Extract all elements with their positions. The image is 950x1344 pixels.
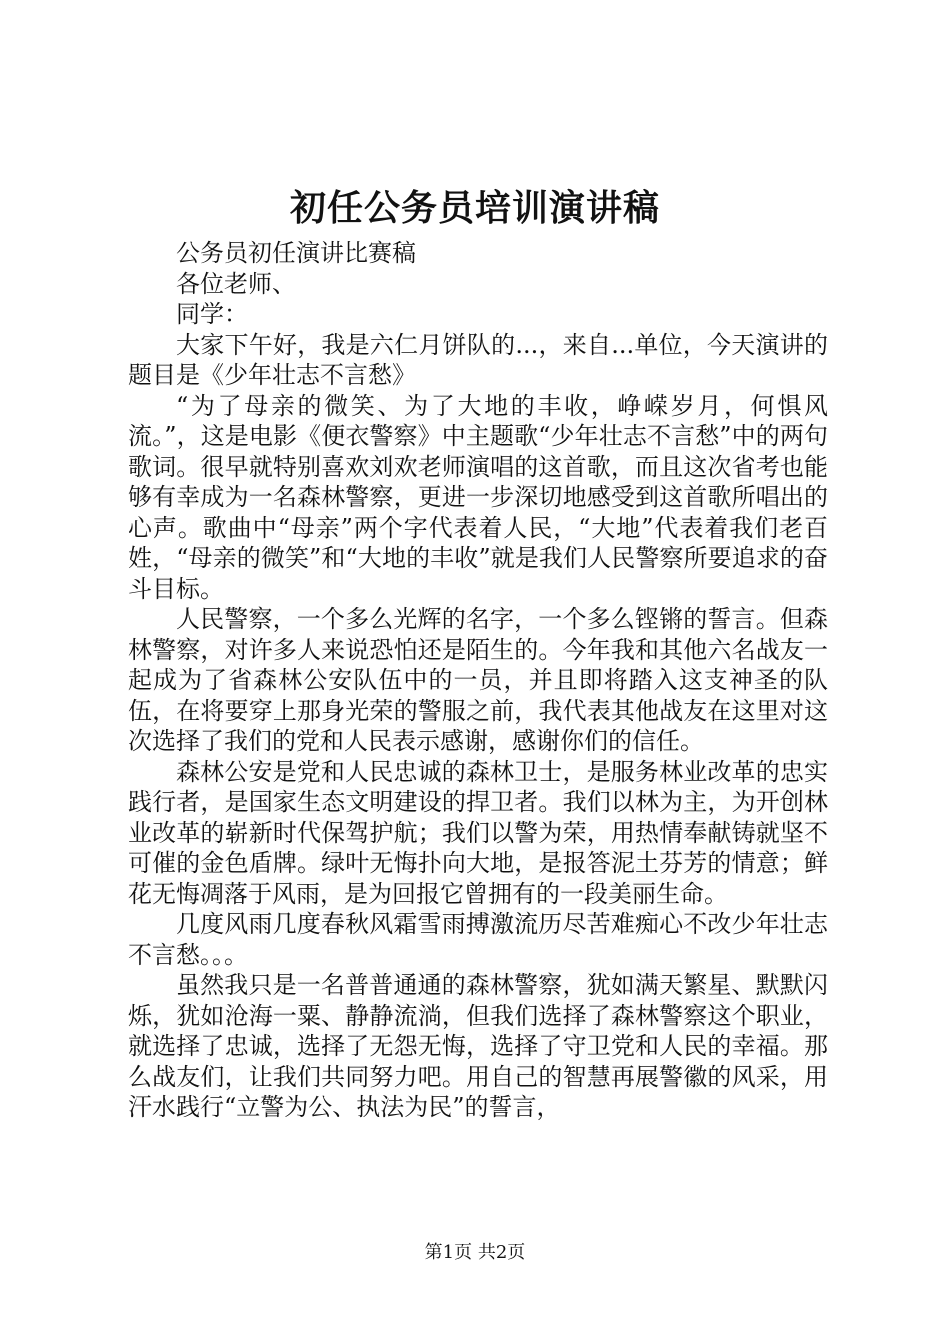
paragraph: 人民警察，一个多么光辉的名字，一个多么铿锵的誓言。但森林警察，对许多人来说恐怕还是陌生的。今年我和其他六名战友一起成为了省森林公安队伍中的一员，并且即将踏入这支神圣的队伍，在将要穿上那身光荣的警服之前，我代表其他战友在这里对这次选择了我们的党和人民表示感谢，感谢你们的信任。 bbox=[128, 605, 828, 755]
paragraph: 虽然我只是一名普普通通的森林警察，犹如满天繁星、默默闪烁，犹如沧海一粟、静静流淌，但我们选择了森林警察这个职业，就选择了忠诚，选择了无怨无悔，选择了守卫党和人民的幸福。那么战友们，让我们共同努力吧。用自己的智慧再展警徽的风采，用汗水践行“立警为公、执法为民”的誓言， bbox=[128, 971, 828, 1121]
document-title: 初任公务员培训演讲稿 bbox=[289, 187, 660, 229]
paragraph: 同学： bbox=[176, 300, 248, 328]
paragraph: 森林公安是党和人民忠诚的森林卫士，是服务林业改革的忠实践行者，是国家生态文明建设的捍卫者。我们以林为主，为开创林业改革的崭新时代保驾护航；我们以警为荣，用热情奉献铸就坚不可催的金色盾牌。绿叶无悔扑向大地，是报答泥土芬芳的情意；鲜花无悔凋落于风雨，是为回报它曾拥有的一段美丽生命。 bbox=[128, 757, 828, 908]
page-number-footer: 第1页 共2页 bbox=[424, 1242, 526, 1263]
paragraph: 公务员初任演讲比赛稿 bbox=[176, 239, 416, 267]
paragraph: 各位老师、 bbox=[176, 269, 296, 298]
paragraph: 几度风雨几度春秋风霜雪雨搏激流历尽苦难痴心不改少年壮志不言愁。。。 bbox=[128, 910, 828, 969]
document-body bbox=[128, 238, 828, 1123]
paragraph: 大家下午好，我是六仁月饼队的...，来自...单位，今天演讲的题目是《少年壮志不言愁》 bbox=[128, 330, 828, 389]
paragraph: “为了母亲的微笑、为了大地的丰收，峥嵘岁月，何惧风流。”，这是电影《便衣警察》中主题歌“少年壮志不言愁”中的两句歌词。很早就特别喜欢刘欢老师演唱的这首歌，而且这次省考也能够有幸成为一名森林警察，更进一步深切地感受到这首歌所唱出的心声。歌曲中“母亲”两个字代表着人民，“大地”代表着我们老百姓，“母亲的微笑”和“大地的丰收”就是我们人民警察所要追求的奋斗目标。 bbox=[128, 391, 828, 603]
